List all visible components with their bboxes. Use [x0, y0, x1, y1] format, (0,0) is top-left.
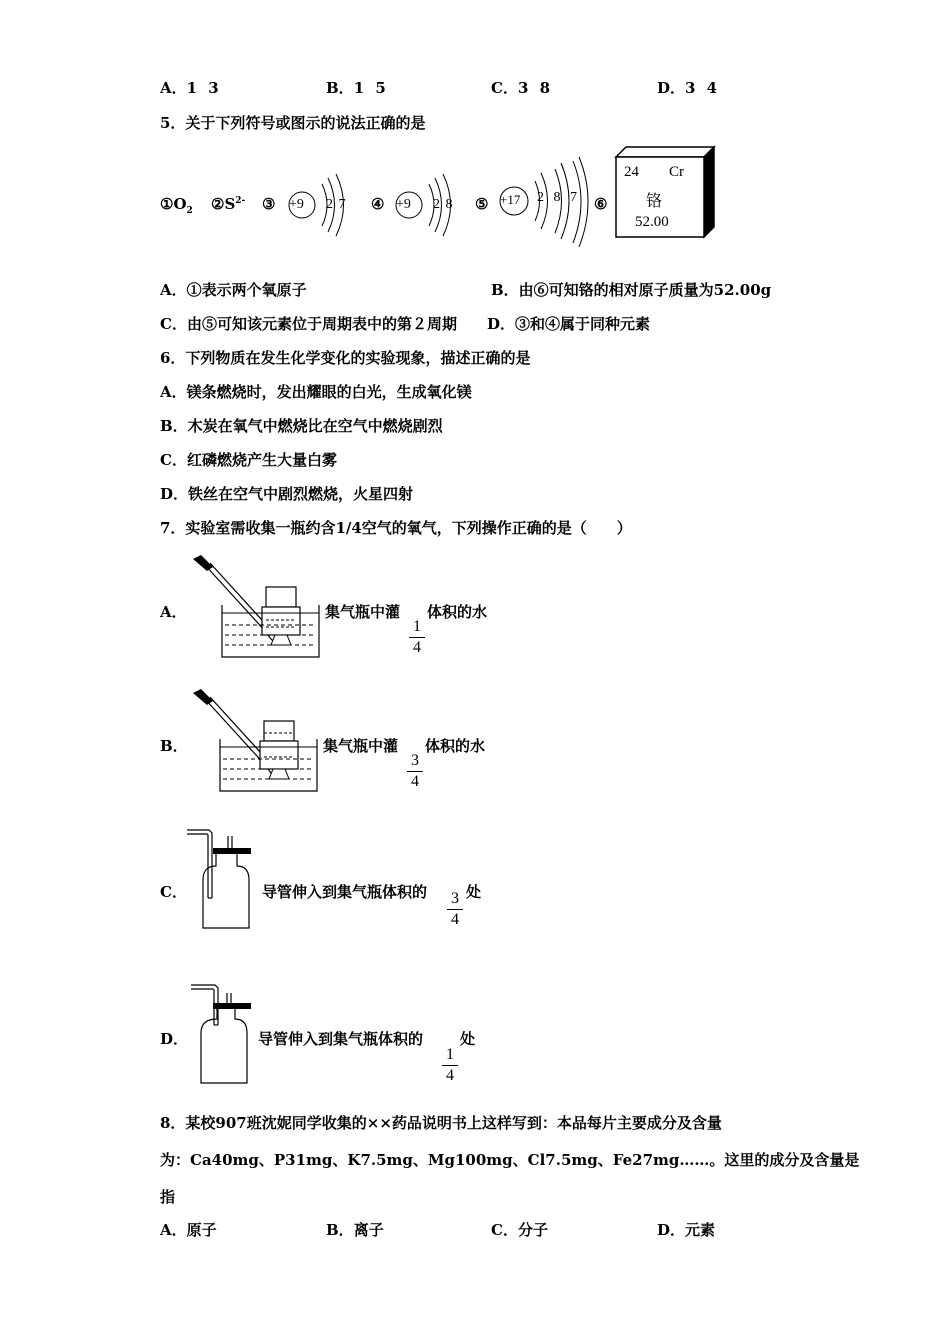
- q7-option-b-text-before[interactable]: 集气瓶中灌: [323, 737, 399, 755]
- element-name: 铬: [646, 191, 663, 210]
- element-symbol: Cr: [669, 164, 684, 180]
- q5-item-5-label: ⑤: [475, 195, 489, 213]
- atom3-shells: 2 7: [326, 197, 347, 212]
- q4-option-b[interactable]: B．1 5: [326, 79, 389, 97]
- q6-option-b[interactable]: B．木炭在氧气中燃烧比在空气中燃烧剧烈: [160, 417, 443, 435]
- q5-item-6-label: ⑥: [594, 195, 608, 213]
- q7-option-a-text-before[interactable]: 集气瓶中灌: [325, 603, 401, 621]
- q5-item-2: $②S^{2-}$: [211, 195, 246, 213]
- q7-stem: 7．实验室需收集一瓶约含1/4空气的氧气，下列操作正确的是（ ）: [160, 519, 632, 537]
- q4-option-c[interactable]: C．3 8: [491, 79, 554, 97]
- q8-stem-line-1: 8．某校907班沈妮同学收集的××药品说明书上这样写到：本品每片主要成分及含量: [160, 1114, 722, 1132]
- q5-option-c[interactable]: C．由⑤可知该元素位于周期表中的第２周期: [160, 315, 457, 333]
- q5-option-d[interactable]: D．③和④属于同种元素: [487, 315, 651, 333]
- q7-option-b-label[interactable]: B．: [160, 737, 188, 755]
- fraction-one-quarter-d: 1 4: [442, 1046, 458, 1085]
- fraction-one-quarter-a: 1 4: [409, 618, 425, 657]
- q5-item-1: $①O_2$: [160, 195, 193, 216]
- atom4-nucleus: +9: [396, 197, 411, 212]
- fraction-three-quarters-b: 3 4: [407, 752, 423, 791]
- q5-stem: 5．关于下列符号或图示的说法正确的是: [160, 114, 426, 132]
- q6-stem: 6．下列物质在发生化学变化的实验现象，描述正确的是: [160, 349, 531, 367]
- q7-option-a-label[interactable]: A．: [160, 603, 187, 621]
- q5-item-3-label: ③: [262, 195, 276, 213]
- element-atomic-mass: 52.00: [635, 214, 669, 230]
- q8-option-b[interactable]: B．离子: [326, 1221, 384, 1239]
- atom4-shells: 2 8: [433, 197, 454, 212]
- q8-stem-line-3: 指: [160, 1188, 176, 1206]
- atom5-nucleus: +17: [500, 192, 521, 207]
- gas-bottle-apparatus-d: [189, 983, 264, 1093]
- q7-option-c-label[interactable]: C．: [160, 883, 187, 901]
- q8-option-c[interactable]: C．分子: [491, 1221, 548, 1239]
- q4-option-a[interactable]: A．1 3: [160, 79, 222, 97]
- q6-option-d[interactable]: D．铁丝在空气中剧烈燃烧，火星四射: [160, 485, 414, 503]
- q7-option-d-text-after[interactable]: 处: [460, 1030, 476, 1048]
- q7-option-c-text-after[interactable]: 处: [466, 883, 482, 901]
- gas-bottle-apparatus-c: [185, 828, 260, 938]
- q7-option-a-text-after[interactable]: 体积的水: [427, 603, 488, 621]
- fraction-three-quarters-c: 3 4: [447, 890, 463, 929]
- q7-option-c-text-before[interactable]: 导管伸入到集气瓶体积的: [262, 883, 428, 901]
- q6-option-c[interactable]: C．红磷燃烧产生大量白雾: [160, 451, 337, 469]
- q8-option-d[interactable]: D．元素: [657, 1221, 716, 1239]
- q7-option-b-text-after[interactable]: 体积的水: [425, 737, 486, 755]
- water-trough-apparatus-a: [185, 553, 325, 663]
- q8-option-a[interactable]: A．原子: [160, 1221, 217, 1239]
- q7-option-d-text-before[interactable]: 导管伸入到集气瓶体积的: [258, 1030, 424, 1048]
- atom5-shells: 2 8 7: [537, 190, 580, 205]
- q7-option-d-label[interactable]: D．: [160, 1030, 189, 1048]
- q4-option-d[interactable]: D．3 4: [657, 79, 721, 97]
- water-trough-apparatus-b: [185, 687, 325, 797]
- q8-stem-line-2: 为：Ca40mg、P31mg、K7.5mg、Mg100mg、Cl7.5mg、Fe27mg……。这里的成分及含量是: [160, 1151, 860, 1169]
- q5-item-4-label: ④: [371, 195, 385, 213]
- atom3-nucleus: +9: [289, 197, 304, 212]
- q5-option-a[interactable]: A．①表示两个氧原子: [160, 281, 307, 299]
- q5-option-b[interactable]: B．由⑥可知铬的相对原子质量为52.00g: [491, 281, 772, 299]
- q6-option-a[interactable]: A．镁条燃烧时，发出耀眼的白光，生成氧化镁: [160, 383, 472, 401]
- element-atomic-number: 24: [624, 164, 639, 180]
